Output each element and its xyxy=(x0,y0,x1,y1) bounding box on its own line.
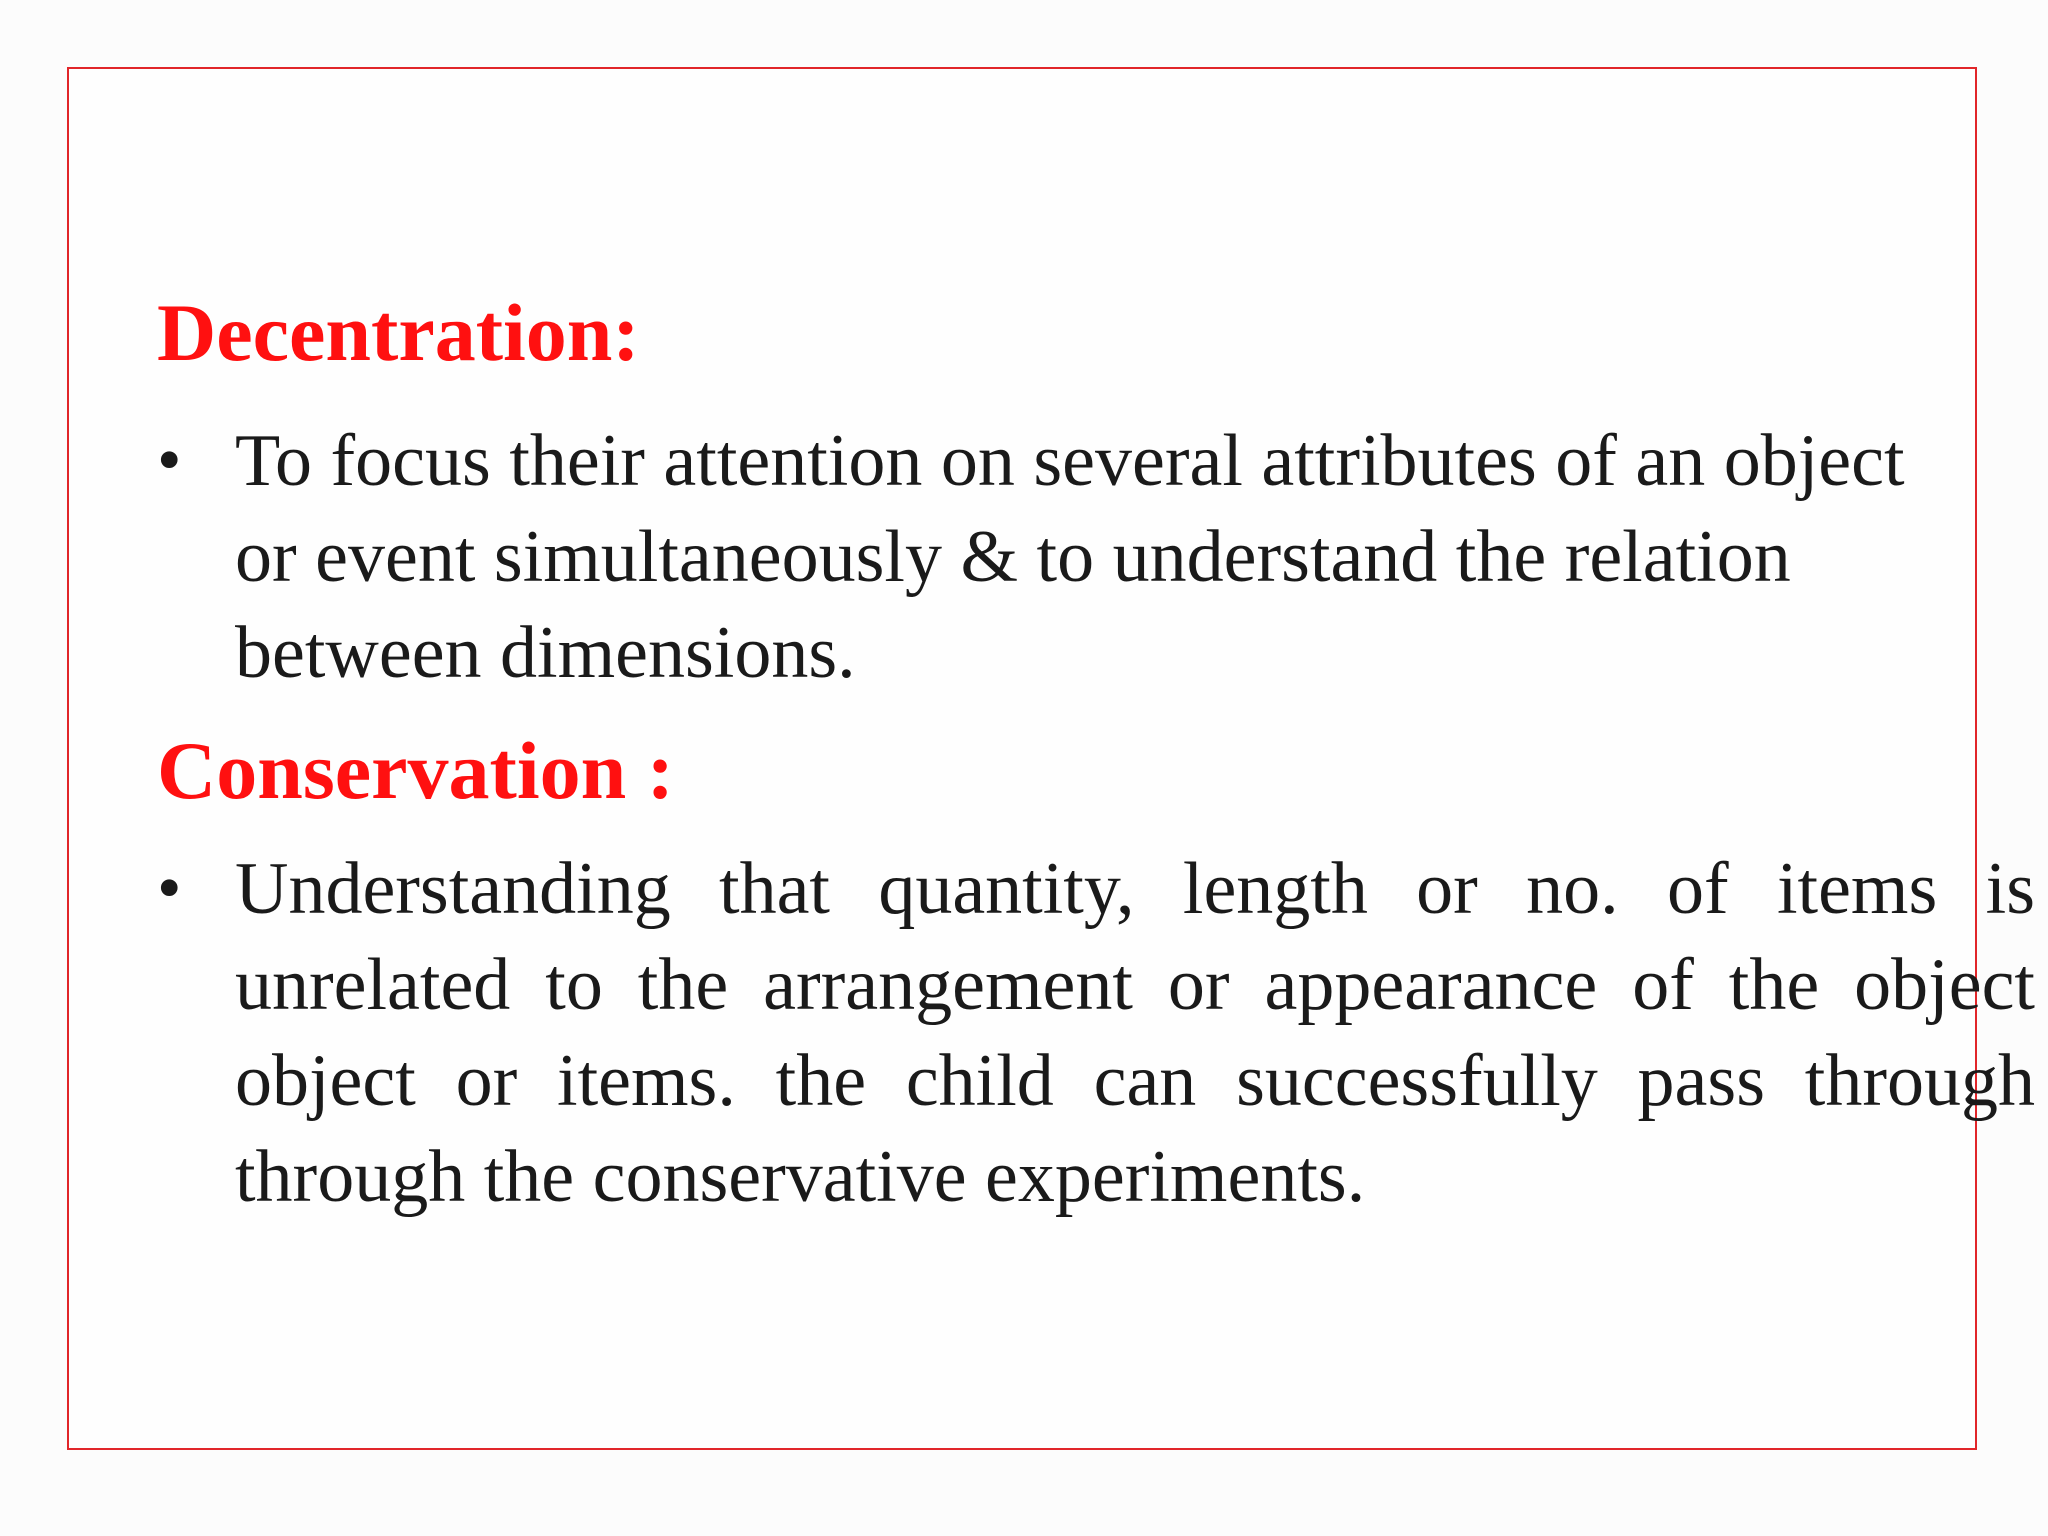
bullet-text-conservation: Understanding that quantity, length or no. of items is unrelated to the arrangement or appearance of the object object or items. the child can successfully pass through through the conservative experiments. xyxy=(235,848,2035,1218)
bullet-text-decentration: To focus their attention on several attributes of an object or event simultaneously & to understand the relation between dimensions. xyxy=(235,420,1905,694)
slide-frame xyxy=(67,67,2035,1450)
section-heading-conservation: Conservation : xyxy=(157,725,675,816)
bullet-icon: • xyxy=(157,422,182,499)
section-heading-decentration: Decentration: xyxy=(157,287,640,378)
bullet-icon: • xyxy=(157,850,182,927)
